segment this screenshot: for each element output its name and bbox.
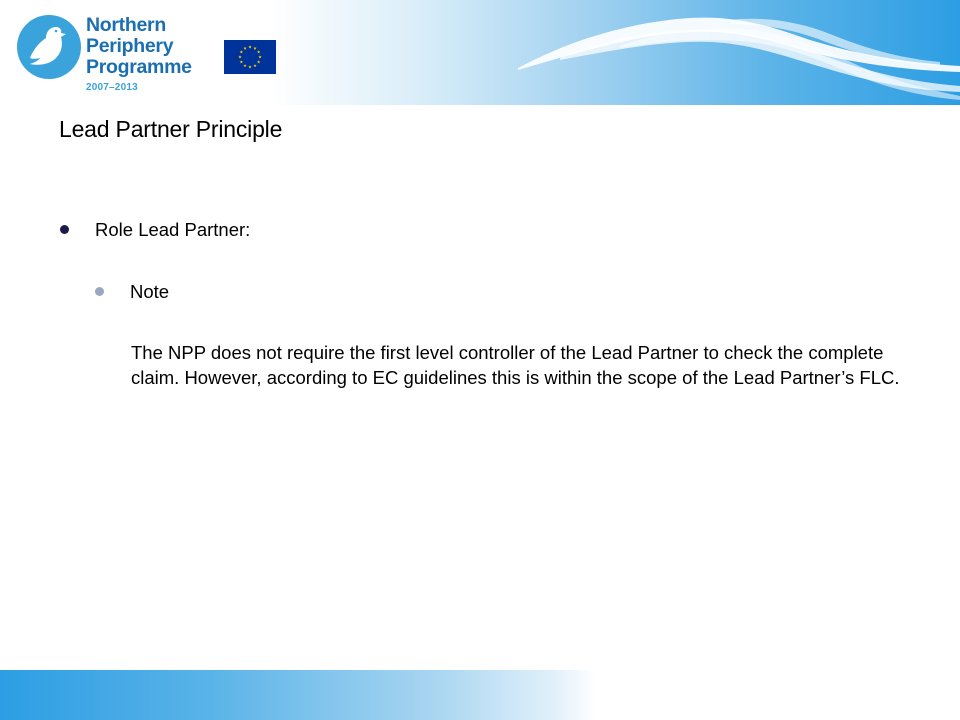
bullet-level2-text: Note — [130, 281, 170, 302]
note-paragraph: The NPP does not require the first level controller of the Lead Partner to check the complete claim. However, according to EC guidelines this is within the scope of the Lead Partner’s FLC. — [131, 342, 900, 388]
header-banner — [0, 0, 960, 105]
programme-logo — [16, 12, 216, 98]
logo-line-1: Northern — [86, 14, 166, 36]
logo-line-3: Programme — [86, 56, 192, 78]
bullet-level1 — [60, 218, 250, 242]
bullet-level2 — [95, 280, 169, 304]
programme-name — [86, 15, 192, 78]
bullet-level1-text: Role Lead Partner: — [95, 219, 251, 240]
dove-bird-icon — [16, 14, 82, 80]
bullet-dot-icon — [95, 287, 104, 296]
footer-banner — [0, 670, 960, 720]
wave-decoration — [500, 0, 960, 105]
logo-line-2: Periphery — [86, 35, 174, 57]
page-title: Lead Partner Principle — [59, 116, 283, 142]
eu-flag-icon — [224, 40, 276, 74]
programme-years: 2007–2013 — [86, 82, 138, 93]
bullet-dot-icon — [60, 225, 69, 234]
